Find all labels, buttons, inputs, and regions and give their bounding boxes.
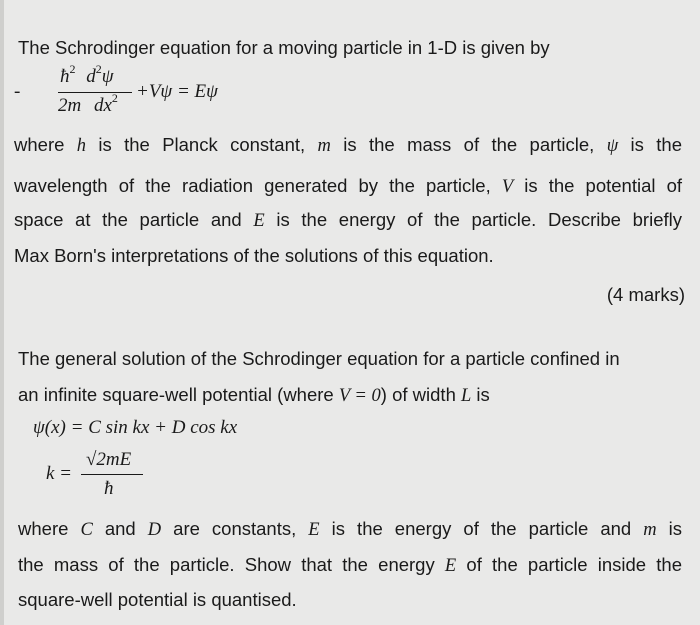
q1-marks: (4 marks) [606,284,685,305]
text: an infinite square-well potential (where [18,384,339,405]
eq-psi: ψ [101,66,114,87]
eq-dx: dx [93,95,112,116]
text: where [14,134,77,155]
q1-line-2 [14,174,682,199]
symbol-m: m [643,520,657,540]
text: of the particle inside the [456,554,682,575]
q2-line-2 [18,383,490,408]
q2-line-3 [18,517,682,542]
text: is the energy of the particle. Describe briefly [264,209,682,230]
symbol-d: D [147,520,162,540]
q1-line-1 [14,133,682,158]
symbol-psi: ψ [606,136,619,156]
symbol-e: E [308,520,320,540]
text: is [471,384,490,405]
symbol-h: h [76,136,87,156]
text: ) of width [380,384,461,405]
eq-numerator [60,62,114,88]
text: is the energy of the particle and [319,518,644,539]
k-lhs: k = [46,463,73,484]
eq-d: d [86,66,96,87]
text: space at the particle and [14,209,254,230]
eq-hbar-power: 2 [69,62,76,76]
symbol-e: E [253,211,265,231]
symbol-l: L [461,386,472,406]
general-solution: ψ(x) = C sin kx + D cos kx [33,417,238,438]
eq-minus: - [14,81,21,102]
k-denominator: ħ [104,478,114,499]
symbol-c: C [80,520,93,540]
eq-d-power: 2 [95,62,102,76]
eq-denominator [58,91,118,117]
text: where [18,518,81,539]
text: is the [618,134,682,155]
symbol-e: E [444,556,457,576]
k-numerator: √2mE [86,449,132,470]
text: and [92,518,148,539]
eq-rhs: +Vψ = Eψ [136,81,218,102]
q1-line-4: Max Born's interpretations of the solutions of this equation. [14,245,494,266]
q1-line-3 [14,208,682,233]
symbol-m: m [317,136,331,156]
text: are constants, [161,518,309,539]
text: is the mass of the particle, [330,134,607,155]
q2-line-4 [18,553,682,578]
q2-line-1: The general solution of the Schrodinger equation for a particle confined in [18,348,620,369]
text: is the potential of [513,175,682,196]
q1-intro: The Schrodinger equation for a moving particle in 1-D is given by [18,37,550,58]
condition-v-zero: V = 0 [338,386,381,406]
text: wavelength of the radiation generated by the particle, [14,175,502,196]
text: the mass of the particle. Show that the energy [18,554,445,575]
k-fraction-bar [81,474,143,475]
eq-fraction-bar [58,92,132,93]
eq-hbar: ħ [60,66,70,87]
q2-line-5: square-well potential is quantised. [18,589,297,610]
text: is [656,518,683,539]
eq-2m: 2m [58,95,82,116]
symbol-v: V [501,177,514,197]
eq-dx-power: 2 [111,91,118,105]
text: is the Planck constant, [86,134,318,155]
